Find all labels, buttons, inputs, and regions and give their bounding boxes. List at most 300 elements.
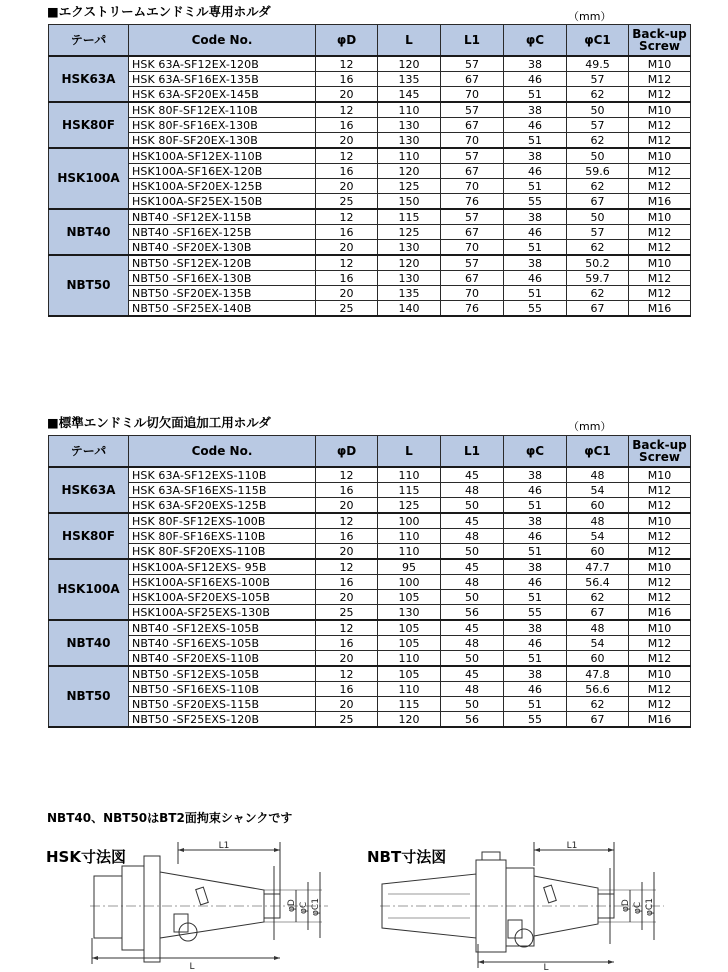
l1-cell: 45 [441, 467, 504, 483]
d-cell: 20 [316, 498, 378, 514]
c1-cell: 60 [567, 498, 629, 514]
l1-cell: 48 [441, 575, 504, 590]
spec-table-extreme [48, 24, 691, 317]
code-cell: NBT50 -SF20EXS-115B [129, 697, 316, 712]
code-cell: NBT40 -SF16EX-125B [129, 225, 316, 240]
code-cell: HSK 80F-SF12EXS-100B [129, 513, 316, 529]
table-row [49, 559, 691, 575]
d-cell: 20 [316, 544, 378, 560]
table-row [49, 697, 691, 712]
code-cell: NBT50 -SF12EX-120B [129, 255, 316, 271]
c1-cell: 50 [567, 148, 629, 164]
c-cell: 38 [504, 56, 567, 72]
table-row [49, 286, 691, 301]
screw-cell: M12 [629, 271, 691, 286]
c-cell: 46 [504, 575, 567, 590]
c-cell: 55 [504, 194, 567, 210]
screw-cell: M10 [629, 513, 691, 529]
code-cell: HSK100A-SF25EXS-130B [129, 605, 316, 621]
l-cell: 145 [378, 87, 441, 103]
nbt-c-label: φC [633, 901, 643, 914]
code-cell: HSK 80F-SF20EX-130B [129, 133, 316, 149]
screw-cell: M12 [629, 87, 691, 103]
c1-cell: 62 [567, 87, 629, 103]
l-cell: 125 [378, 179, 441, 194]
taper-cell: NBT50 [49, 255, 129, 316]
l1-cell: 57 [441, 56, 504, 72]
l1-cell: 67 [441, 225, 504, 240]
header-code: Code No. [129, 25, 316, 57]
c-cell: 55 [504, 301, 567, 317]
c1-cell: 62 [567, 179, 629, 194]
screw-cell: M16 [629, 194, 691, 210]
code-cell: NBT40 -SF12EX-115B [129, 209, 316, 225]
l-cell: 95 [378, 559, 441, 575]
header-row [49, 436, 691, 468]
screw-cell: M12 [629, 544, 691, 560]
c-cell: 38 [504, 148, 567, 164]
screw-cell: M12 [629, 697, 691, 712]
c-cell: 55 [504, 712, 567, 728]
header-code: Code No. [129, 436, 316, 468]
nbt-d-label: φD [621, 899, 631, 912]
table-row [49, 87, 691, 103]
header-row [49, 25, 691, 57]
d-cell: 16 [316, 575, 378, 590]
l-cell: 105 [378, 620, 441, 636]
l-cell: 125 [378, 225, 441, 240]
table-row [49, 194, 691, 210]
code-cell: NBT40 -SF20EXS-110B [129, 651, 316, 667]
header-l1: L1 [441, 25, 504, 57]
code-cell: HSK 80F-SF16EX-130B [129, 118, 316, 133]
c1-cell: 47.8 [567, 666, 629, 682]
l-cell: 120 [378, 712, 441, 728]
l1-cell: 76 [441, 194, 504, 210]
l1-cell: 48 [441, 682, 504, 697]
c1-cell: 54 [567, 483, 629, 498]
code-cell: HSK100A-SF16EXS-100B [129, 575, 316, 590]
c1-cell: 57 [567, 72, 629, 87]
d-cell: 16 [316, 225, 378, 240]
screw-cell: M12 [629, 651, 691, 667]
c1-cell: 49.5 [567, 56, 629, 72]
l-cell: 110 [378, 651, 441, 667]
d-cell: 16 [316, 682, 378, 697]
c-cell: 38 [504, 559, 567, 575]
d-cell: 20 [316, 133, 378, 149]
c1-cell: 60 [567, 651, 629, 667]
d-cell: 12 [316, 620, 378, 636]
d-cell: 16 [316, 483, 378, 498]
l1-cell: 57 [441, 102, 504, 118]
c-cell: 38 [504, 467, 567, 483]
nbt-dimension-drawing [378, 838, 668, 970]
screw-cell: M12 [629, 590, 691, 605]
header-backup-screw-line: Back-up [632, 438, 687, 452]
screw-cell: M12 [629, 636, 691, 651]
d-cell: 12 [316, 148, 378, 164]
c1-cell: 57 [567, 118, 629, 133]
l-cell: 140 [378, 301, 441, 317]
hsk-d-label: φD [287, 899, 297, 912]
c-cell: 38 [504, 102, 567, 118]
c-cell: 46 [504, 682, 567, 697]
d-cell: 12 [316, 467, 378, 483]
screw-cell: M10 [629, 255, 691, 271]
code-cell: NBT50 -SF16EX-130B [129, 271, 316, 286]
table-row [49, 102, 691, 118]
header-c: φC [504, 25, 567, 57]
screw-cell: M10 [629, 209, 691, 225]
taper-cell: HSK80F [49, 513, 129, 559]
c-cell: 51 [504, 590, 567, 605]
hsk-c1-label: φC1 [311, 898, 321, 916]
c1-cell: 62 [567, 133, 629, 149]
c1-cell: 50.2 [567, 255, 629, 271]
code-cell: NBT50 -SF25EX-140B [129, 301, 316, 317]
header-c1: φC1 [567, 436, 629, 468]
l-cell: 110 [378, 529, 441, 544]
code-cell: HSK 80F-SF12EX-110B [129, 102, 316, 118]
c1-cell: 62 [567, 240, 629, 256]
table-row [49, 148, 691, 164]
section-title-standard: ■標準エンドミル切欠面追加工用ホルダ [47, 415, 271, 430]
screw-cell: M10 [629, 467, 691, 483]
header-d: φD [316, 436, 378, 468]
taper-cell: NBT40 [49, 209, 129, 255]
l-cell: 110 [378, 467, 441, 483]
l1-cell: 67 [441, 72, 504, 87]
taper-cell: HSK80F [49, 102, 129, 148]
unit-label-extreme: （mm） [568, 10, 612, 23]
l-cell: 150 [378, 194, 441, 210]
code-cell: NBT40 -SF20EX-130B [129, 240, 316, 256]
l1-cell: 50 [441, 651, 504, 667]
table-row [49, 56, 691, 72]
header-backup-screw-line: Back-up [632, 27, 687, 41]
l-cell: 115 [378, 209, 441, 225]
l-cell: 100 [378, 513, 441, 529]
section-title-extreme: ■エクストリームエンドミル専用ホルダ [47, 4, 271, 19]
code-cell: HSK 63A-SF12EX-120B [129, 56, 316, 72]
d-cell: 12 [316, 666, 378, 682]
c-cell: 46 [504, 636, 567, 651]
code-cell: NBT40 -SF12EXS-105B [129, 620, 316, 636]
c-cell: 46 [504, 483, 567, 498]
code-cell: HSK100A-SF25EX-150B [129, 194, 316, 210]
table-row [49, 467, 691, 483]
l-cell: 100 [378, 575, 441, 590]
l-cell: 105 [378, 636, 441, 651]
d-cell: 12 [316, 209, 378, 225]
code-cell: HSK100A-SF20EXS-105B [129, 590, 316, 605]
table-row [49, 636, 691, 651]
screw-cell: M12 [629, 483, 691, 498]
l1-cell: 45 [441, 513, 504, 529]
l-cell: 110 [378, 102, 441, 118]
c1-cell: 62 [567, 590, 629, 605]
code-cell: HSK100A-SF12EX-110B [129, 148, 316, 164]
screw-cell: M12 [629, 240, 691, 256]
l1-cell: 50 [441, 590, 504, 605]
c1-cell: 47.7 [567, 559, 629, 575]
screw-cell: M16 [629, 605, 691, 621]
screw-cell: M10 [629, 559, 691, 575]
d-cell: 20 [316, 590, 378, 605]
d-cell: 16 [316, 118, 378, 133]
screw-cell: M10 [629, 148, 691, 164]
c-cell: 46 [504, 72, 567, 87]
screw-cell: M16 [629, 301, 691, 317]
taper-cell: NBT40 [49, 620, 129, 666]
code-cell: HSK 63A-SF16EXS-115B [129, 483, 316, 498]
c-cell: 38 [504, 255, 567, 271]
c1-cell: 60 [567, 544, 629, 560]
table-row [49, 498, 691, 514]
table-row [49, 118, 691, 133]
table-row [49, 72, 691, 87]
screw-cell: M12 [629, 118, 691, 133]
shank-note: NBT40、NBT50はBT2面拘束シャンクです [47, 811, 293, 825]
l-cell: 130 [378, 605, 441, 621]
d-cell: 20 [316, 286, 378, 301]
nbt-c1-label: φC1 [645, 898, 655, 916]
table-row [49, 529, 691, 544]
d-cell: 20 [316, 240, 378, 256]
code-cell: NBT50 -SF12EXS-105B [129, 666, 316, 682]
l1-cell: 50 [441, 697, 504, 712]
table-row [49, 712, 691, 728]
c-cell: 51 [504, 286, 567, 301]
l1-cell: 45 [441, 666, 504, 682]
d-cell: 20 [316, 697, 378, 712]
code-cell: HSK 63A-SF12EXS-110B [129, 467, 316, 483]
l1-cell: 50 [441, 498, 504, 514]
screw-cell: M10 [629, 56, 691, 72]
c-cell: 51 [504, 697, 567, 712]
l1-cell: 70 [441, 87, 504, 103]
header-backup-screw [629, 25, 691, 57]
l1-cell: 67 [441, 118, 504, 133]
code-cell: NBT40 -SF16EXS-105B [129, 636, 316, 651]
table-row [49, 682, 691, 697]
table-row [49, 590, 691, 605]
d-cell: 25 [316, 712, 378, 728]
c-cell: 51 [504, 240, 567, 256]
screw-cell: M12 [629, 575, 691, 590]
taper-cell: HSK63A [49, 467, 129, 513]
table-row [49, 575, 691, 590]
screw-cell: M12 [629, 498, 691, 514]
l-cell: 105 [378, 590, 441, 605]
taper-cell: HSK100A [49, 148, 129, 209]
hsk-l-label: L [189, 962, 195, 970]
c1-cell: 54 [567, 636, 629, 651]
c-cell: 51 [504, 133, 567, 149]
l1-cell: 48 [441, 529, 504, 544]
code-cell: NBT50 -SF16EXS-110B [129, 682, 316, 697]
d-cell: 16 [316, 164, 378, 179]
table-row [49, 620, 691, 636]
hsk-l1-label: L1 [218, 841, 230, 851]
l1-cell: 45 [441, 620, 504, 636]
c1-cell: 48 [567, 513, 629, 529]
c-cell: 55 [504, 605, 567, 621]
l1-cell: 48 [441, 636, 504, 651]
d-cell: 12 [316, 513, 378, 529]
code-cell: HSK100A-SF16EX-120B [129, 164, 316, 179]
l1-cell: 70 [441, 286, 504, 301]
l-cell: 125 [378, 498, 441, 514]
code-cell: HSK 63A-SF20EX-145B [129, 87, 316, 103]
header-backup-screw-line: Screw [639, 39, 680, 53]
l-cell: 115 [378, 483, 441, 498]
table-row [49, 605, 691, 621]
d-cell: 25 [316, 194, 378, 210]
header-l1: L1 [441, 436, 504, 468]
table-row [49, 255, 691, 271]
l-cell: 115 [378, 697, 441, 712]
d-cell: 12 [316, 56, 378, 72]
c-cell: 46 [504, 529, 567, 544]
taper-cell: NBT50 [49, 666, 129, 727]
screw-cell: M12 [629, 682, 691, 697]
table-row [49, 225, 691, 240]
c1-cell: 48 [567, 467, 629, 483]
d-cell: 16 [316, 271, 378, 286]
c-cell: 46 [504, 225, 567, 240]
header-backup-screw-line: Screw [639, 450, 680, 464]
l1-cell: 76 [441, 301, 504, 317]
code-cell: HSK100A-SF12EXS- 95B [129, 559, 316, 575]
d-cell: 20 [316, 179, 378, 194]
table-row [49, 513, 691, 529]
c-cell: 51 [504, 87, 567, 103]
l1-cell: 45 [441, 559, 504, 575]
code-cell: HSK 80F-SF20EXS-110B [129, 544, 316, 560]
l1-cell: 57 [441, 148, 504, 164]
code-cell: NBT50 -SF25EXS-120B [129, 712, 316, 728]
c-cell: 38 [504, 513, 567, 529]
c-cell: 51 [504, 498, 567, 514]
l-cell: 130 [378, 118, 441, 133]
header-taper: テーパ [49, 25, 129, 57]
c-cell: 46 [504, 118, 567, 133]
code-cell: HSK 63A-SF16EX-135B [129, 72, 316, 87]
c1-cell: 50 [567, 102, 629, 118]
header-c1: φC1 [567, 25, 629, 57]
nbt-drawing-title: NBT寸法図 [367, 848, 447, 866]
header-d: φD [316, 25, 378, 57]
l1-cell: 67 [441, 271, 504, 286]
c1-cell: 62 [567, 697, 629, 712]
table-row [49, 179, 691, 194]
l-cell: 120 [378, 164, 441, 179]
c-cell: 38 [504, 209, 567, 225]
l1-cell: 50 [441, 544, 504, 560]
c1-cell: 56.6 [567, 682, 629, 697]
c1-cell: 67 [567, 301, 629, 317]
table-row [49, 301, 691, 317]
code-cell: HSK 63A-SF20EXS-125B [129, 498, 316, 514]
l-cell: 130 [378, 271, 441, 286]
spec-table-standard [48, 435, 691, 728]
l1-cell: 57 [441, 209, 504, 225]
screw-cell: M12 [629, 286, 691, 301]
table-row [49, 544, 691, 560]
table-row [49, 651, 691, 667]
c-cell: 46 [504, 271, 567, 286]
hsk-c-label: φC [299, 901, 309, 914]
c-cell: 38 [504, 620, 567, 636]
l-cell: 120 [378, 56, 441, 72]
c-cell: 51 [504, 651, 567, 667]
taper-cell: HSK100A [49, 559, 129, 620]
c1-cell: 62 [567, 286, 629, 301]
d-cell: 12 [316, 255, 378, 271]
c1-cell: 67 [567, 194, 629, 210]
c-cell: 51 [504, 179, 567, 194]
c-cell: 46 [504, 164, 567, 179]
l-cell: 135 [378, 286, 441, 301]
code-cell: HSK 80F-SF16EXS-110B [129, 529, 316, 544]
code-cell: NBT50 -SF20EX-135B [129, 286, 316, 301]
l1-cell: 67 [441, 164, 504, 179]
d-cell: 16 [316, 529, 378, 544]
screw-cell: M10 [629, 620, 691, 636]
l-cell: 110 [378, 544, 441, 560]
table-row [49, 271, 691, 286]
table-row [49, 483, 691, 498]
header-l: L [378, 436, 441, 468]
l-cell: 130 [378, 133, 441, 149]
screw-cell: M12 [629, 529, 691, 544]
l1-cell: 70 [441, 133, 504, 149]
hsk-drawing-title: HSK寸法図 [46, 848, 126, 866]
c1-cell: 67 [567, 712, 629, 728]
table-row [49, 164, 691, 179]
l1-cell: 70 [441, 179, 504, 194]
l-cell: 110 [378, 148, 441, 164]
table-row [49, 666, 691, 682]
screw-cell: M10 [629, 102, 691, 118]
nbt-l-label: L [543, 963, 549, 970]
l-cell: 130 [378, 240, 441, 256]
hsk-dimension-drawing [88, 838, 332, 970]
table-row [49, 209, 691, 225]
l-cell: 110 [378, 682, 441, 697]
taper-cell: HSK63A [49, 56, 129, 102]
header-l: L [378, 25, 441, 57]
screw-cell: M12 [629, 164, 691, 179]
l-cell: 105 [378, 666, 441, 682]
code-cell: HSK100A-SF20EX-125B [129, 179, 316, 194]
l1-cell: 56 [441, 605, 504, 621]
d-cell: 25 [316, 301, 378, 317]
header-backup-screw [629, 436, 691, 468]
c1-cell: 56.4 [567, 575, 629, 590]
table-row [49, 240, 691, 256]
c1-cell: 48 [567, 620, 629, 636]
d-cell: 25 [316, 605, 378, 621]
c1-cell: 59.7 [567, 271, 629, 286]
l1-cell: 70 [441, 240, 504, 256]
screw-cell: M16 [629, 712, 691, 728]
header-taper: テーパ [49, 436, 129, 468]
c-cell: 51 [504, 544, 567, 560]
c1-cell: 67 [567, 605, 629, 621]
